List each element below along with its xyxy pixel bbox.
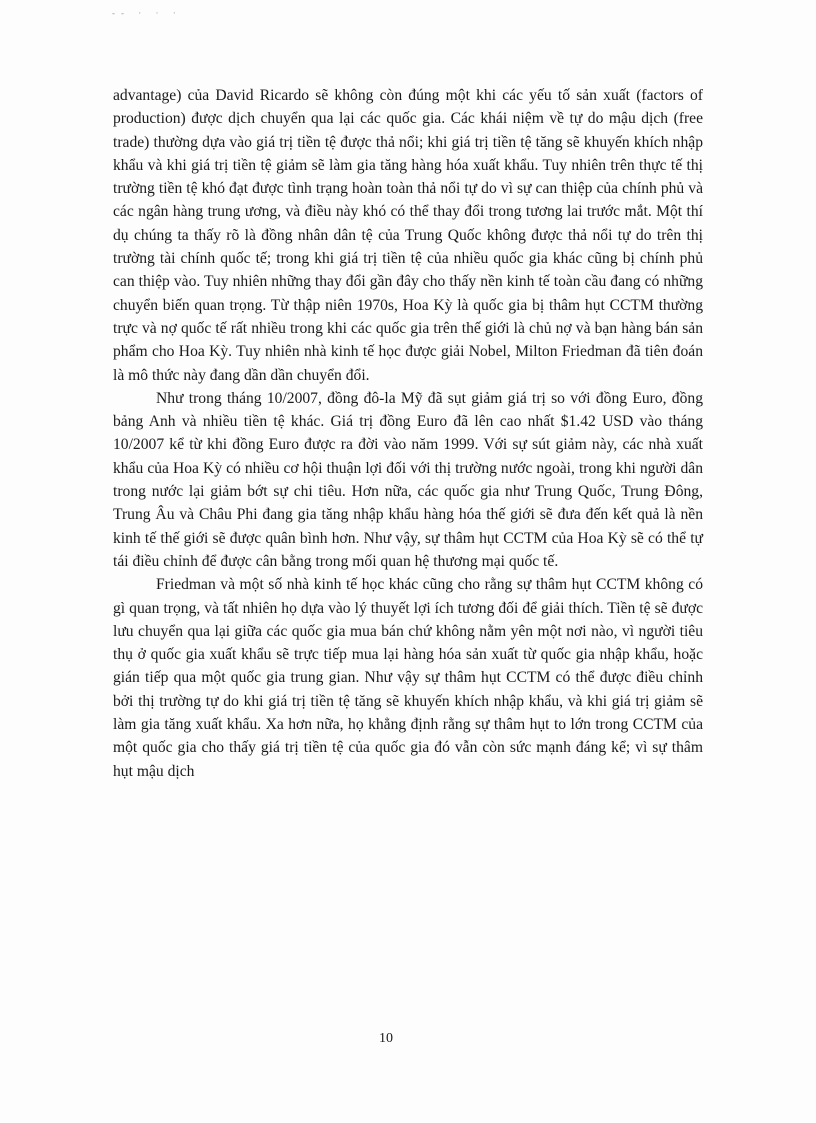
paragraph-1: advantage) của David Ricardo sẽ không còn đúng một khi các yếu tố sản xuất (factors of production) được dịch chuyển qua lại các quốc gia. Các khái niệm về tự do mậu dịch (free trade) thường dựa vào giá trị tiền tệ được thả nổi; khi giá trị tiền tệ tăng sẽ khuyến khích nhập khẩu và khi giá trị tiền tệ giảm sẽ làm gia tăng hàng hóa xuất khẩu. Tuy nhiên trên thực tế thị trường tiền tệ khó đạt được tình trạng hoàn toàn thả nổi tự do vì sự can thiệp của chính phủ và các ngân hàng trung ương, và điều này khó có thể thay đổi trong tương lai trước mắt. Một thí dụ chúng ta thấy rõ là đồng nhân dân tệ của Trung Quốc không được thả nổi tự do trên thị trường tài chính quốc tế; trong khi giá trị tiền tệ của nhiều quốc gia khác cũng bị chính phủ can thiệp vào. Tuy nhiên những thay đổi gần đây cho thấy nền kinh tế toàn cầu đang có những chuyển biến quan trọng. Từ thập niên 1970s, Hoa Kỳ là quốc gia bị thâm hụt CCTM thường trực và nợ quốc tế rất nhiều trong khi các quốc gia trên thế giới là chủ nợ và bạn hàng bán sản phẩm cho Hoa Kỳ. Tuy nhiên nhà kinh tế học được giải Nobel, Milton Friedman đã tiên đoán là mô thức này đang dần dần chuyển đổi. [113,87,703,384]
page-number-footer [0,1031,816,1047]
page-number: 10 [379,1031,393,1046]
paragraph-2: Như trong tháng 10/2007, đồng đô-la Mỹ đã sụt giảm giá trị so với đồng Euro, đồng bảng Anh và nhiều tiền tệ khác. Giá trị đồng Euro đã lên cao nhất $1.42 USD vào tháng 10/2007 kể từ khi đồng Euro được ra đời vào năm 1999. Với sự sút giảm này, các nhà xuất khẩu của Hoa Kỳ có nhiều cơ hội thuận lợi đối với thị trường nước ngoài, trong khi người dân trong nước lại giảm bớt sự chi tiêu. Hơn nữa, các quốc gia như Trung Quốc, Trung Đông, Trung Âu và Châu Phi đang gia tăng nhập khẩu hàng hóa thế giới sẽ đưa đến kết quả là nền kinh tế thế giới sẽ được quân bình hơn. Như vậy, sự thâm hụt CCTM của Hoa Kỳ sẽ có thể tự tái điều chỉnh để được cân bằng trong mối quan hệ thương mại quốc tế. [113,389,703,570]
paragraph-3: Friedman và một số nhà kinh tế học khác cũng cho rằng sự thâm hụt CCTM không có gì quan trọng, và tất nhiên họ dựa vào lý thuyết lợi ích tương đối để giải thích. Tiền tệ sẽ được lưu chuyển qua lại giữa các quốc gia mua bán chứ không nằm yên một nơi nào, vì người tiêu thụ ở quốc gia xuất khẩu sẽ trực tiếp mua lại hàng hóa sản xuất từ quốc gia nhập khẩu, hoặc gián tiếp qua một quốc gia trung gian. Như vậy sự thâm hụt CCTM có thể được điều chỉnh bởi thị trường tự do khi giá trị tiền tệ tăng sẽ khuyến khích nhập khẩu, và khi giá trị giảm sẽ làm gia tăng xuất khẩu. Xa hơn nữa, họ khẳng định rằng sự thâm hụt to lớn trong CCTM của một quốc gia cho thấy giá trị tiền tệ của quốc gia đó vẫn còn sức mạnh đáng kể; vì sự thâm hụt mậu dịch [113,576,703,780]
scan-artifact-marks: -- · · · [112,8,182,18]
body-text [113,84,703,783]
